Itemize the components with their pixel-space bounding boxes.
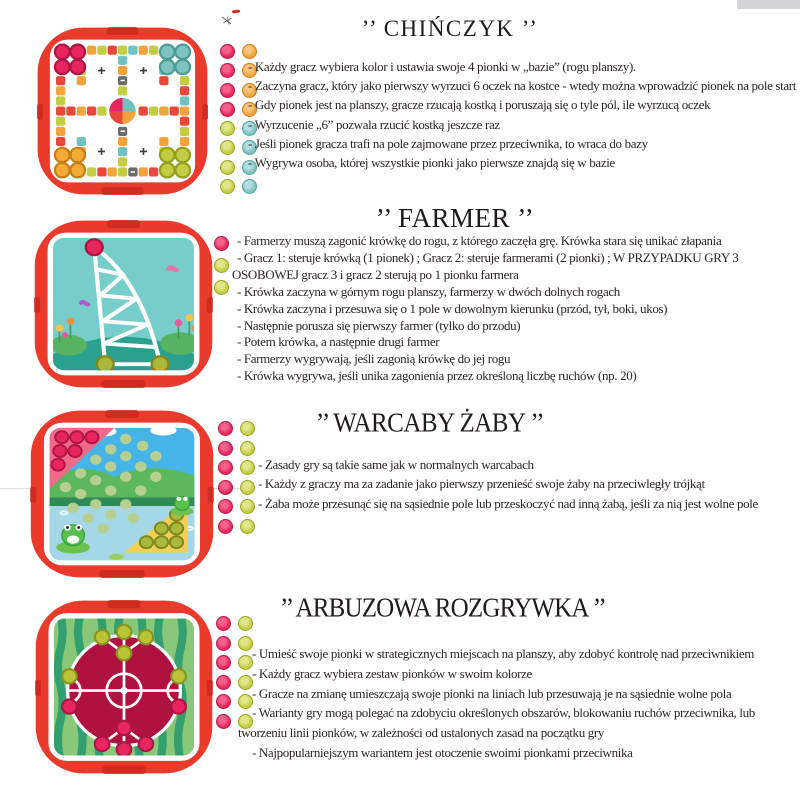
game-piece-dot <box>242 179 257 194</box>
game-piece-dot <box>216 636 231 651</box>
rule-item: - Jeśli pionek gracza trafi na pole zajmowane przez przeciwnika, to wraca do bazy <box>248 135 648 151</box>
rule-item: - Farmerzy wygrywają, jeśli zagonią krówkę do jej rogu <box>237 351 511 367</box>
game-piece-dot <box>214 280 229 295</box>
piece-color-legend <box>218 421 255 534</box>
game-piece-dot <box>238 616 253 631</box>
rule-item: - Gracz 1: steruje krówką (1 pionek) ; Gracz 2: steruje farmerami (2 pionki) ; W PRZYPADKU GRY 3 OSOBOWEJ gracz 3 i gracz 2 sterują po 1 pionku farmera <box>232 249 739 282</box>
game-piece-dot <box>218 421 233 436</box>
game-piece-dot <box>216 714 231 729</box>
game-piece-dot <box>220 121 235 136</box>
game-piece-dot <box>214 258 229 273</box>
game-piece-dot <box>220 160 235 175</box>
game-piece-dot <box>218 460 233 475</box>
game-title-warcaby-zaby: ’’ WARCABY ŻABY ’’ <box>315 408 545 439</box>
piece-color-legend <box>214 236 229 295</box>
frog-checkers-board-illustration <box>28 408 216 580</box>
rule-item: - Gdy pionek jest na planszy, gracze rzucają kostką i poruszają się o tyle pól, ile wyrzucą oczek <box>248 97 711 113</box>
game-piece-dot <box>216 655 231 670</box>
rule-item: - Każdy gracz wybiera zestaw pionków w swoim kolorze <box>252 665 532 681</box>
rule-item: - Umieść swoje pionki w strategicznych miejscach na planszy, aby zdobyć kontrolę nad przeciwnikiem <box>252 646 755 661</box>
game-piece-dot <box>218 441 233 456</box>
game-piece-dot <box>240 480 255 495</box>
rule-item: - Żaba może przesunąć się na sąsiednie pole lub przeskoczyć nad inną żabą, jeśli za nią jest wolne pole <box>258 495 758 511</box>
game-piece-dot <box>240 519 255 534</box>
rule-item: - Potem krówka, a następnie drugi farmer <box>237 334 440 350</box>
farmer-board-illustration <box>32 218 215 390</box>
rules-list-farmer <box>232 233 798 385</box>
game-title-farmer: ’’ FARMER ’’ <box>375 203 535 233</box>
rule-item: - Krówka wygrywa, jeśli unika zagonienia przez określoną liczbę ruchów (np. 20) <box>237 368 637 384</box>
game-title-arbuzowa: ’’ ARBUZOWA ROZGRYWKA ’’ <box>280 593 606 624</box>
game-piece-dot <box>220 179 235 194</box>
pen-mark <box>232 9 240 13</box>
game-piece-dot <box>218 499 233 514</box>
game-piece-dot <box>220 140 235 155</box>
rule-item: - Następnie porusza się pierwszy farmer (tylko do przodu) <box>237 317 521 333</box>
game-piece-dot <box>220 63 235 78</box>
rule-item: - Krówka zaczyna i przesuwa się o 1 pole w dowolnym kierunku (przód, tył, boki, ukos) <box>237 300 668 316</box>
game-piece-dot <box>220 102 235 117</box>
game-piece-dot <box>240 460 255 475</box>
rule-item: - Gracze na zmianę umieszczają swoje pionki na liniach lub przesuwają je na sąsiednie wolne pola <box>252 685 732 701</box>
rule-item: - Warianty gry mogą polegać na zdobyciu określonych obszarów, blokowaniu ruchów przeciwnika, lub tworzeniu linii pionków, w zależności od ustalonych zasad na początku gry <box>238 705 755 741</box>
game-piece-dot <box>216 694 231 709</box>
game-piece-dot <box>216 616 231 631</box>
rules-list-warcaby-zaby <box>258 455 798 513</box>
rule-item: - Zasady gry są takie same jak w normalnych warcabach <box>258 457 534 472</box>
game-piece-dot <box>220 83 235 98</box>
rule-item: - Krówka zaczyna w górnym rogu planszy, farmerzy w dwóch dolnych rogach <box>237 283 620 299</box>
rule-item: - Zaczyna gracz, który jako pierwszy wyrzuci 6 oczek na kostce - wtedy można wprowadzić pionek na pole start <box>248 78 797 94</box>
pen-scribble-mark <box>221 15 233 26</box>
game-piece-dot <box>240 499 255 514</box>
rule-item: - Najpopularniejszym wariantem jest otoczenie swoimi pionkami przeciwnika <box>252 744 633 760</box>
game-piece-dot <box>218 519 233 534</box>
game-piece-dot <box>218 480 233 495</box>
rule-item: - Każdy z graczy ma za zadanie jako pierwszy przenieść swoje żaby na przeciwległy trójkąt <box>258 476 705 492</box>
rules-list-arbuzowa <box>238 644 794 763</box>
game-piece-dot <box>240 421 255 436</box>
rule-item: - Wyrzucenie „6” pozwala rzucić kostką jeszcze raz <box>248 116 500 132</box>
game-piece-dot <box>220 44 235 59</box>
rule-item: - Wygrywa osoba, której wszystkie pionki jako pierwsze znajdą się w bazie <box>248 155 615 171</box>
watermelon-board-illustration <box>33 598 215 776</box>
rule-item: - Każdy gracz wybiera kolor i ustawia swoje 4 pionki w „bazie” (rogu planszy). <box>248 59 636 74</box>
game-piece-dot <box>214 236 229 251</box>
rules-list-chinczyk <box>248 57 800 172</box>
scan-artifact-corner <box>737 0 800 9</box>
game-piece-dot <box>216 675 231 690</box>
rule-item: - Farmerzy muszą zagonić krówkę do rogu, z którego zaczęła grę. Krówka stara się unikać złapania <box>237 233 722 248</box>
game-title-chinczyk: ’’ CHIŃCZYK ’’ <box>361 16 539 41</box>
game-piece-dot <box>240 441 255 456</box>
ludo-board-illustration <box>35 25 210 197</box>
